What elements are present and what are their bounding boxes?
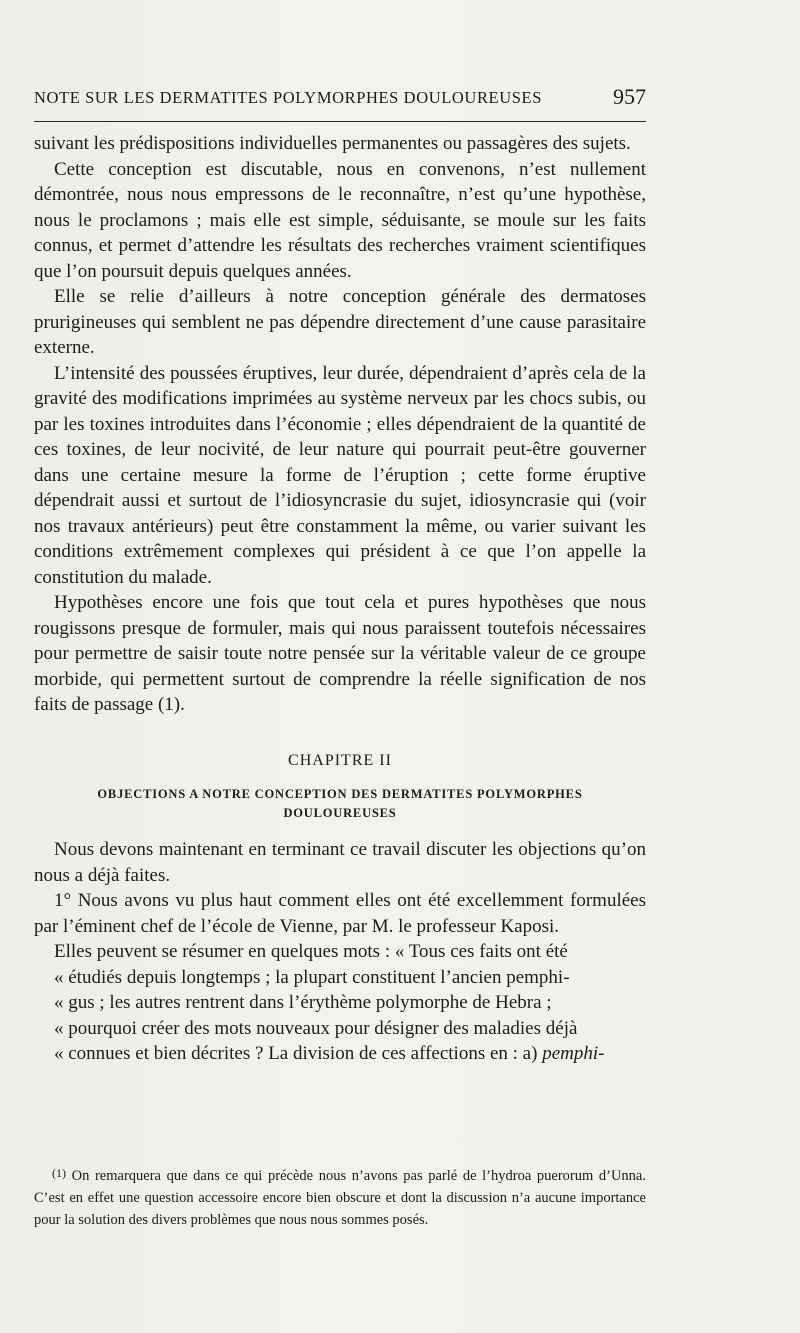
quote-line-2: « gus ; les autres rentrent dans l’érythème polymorphe de Hebra ; — [54, 992, 552, 1013]
quote-emphasis: pemphi- — [542, 1043, 605, 1064]
paragraph-7: 1° Nous avons vu plus haut comment elles ont été excellemment formulées par l’éminent chef de l’école de Vienne, par M. le professeur Kaposi. — [34, 890, 646, 937]
running-title: NOTE SUR LES DERMATITES POLYMORPHES DOULOUREUSES — [34, 88, 542, 107]
paragraph-5: Hypothèses encore une fois que tout cela et pures hypothèses que nous rougissons presque de formuler, mais qui nous paraissent toutefois nécessaires pour permettre de saisir toute notre pensée sur la véritable valeur de ce groupe morbide, qui permettent surtout de comprendre la réelle signification de nos faits de passage (1). — [34, 592, 646, 715]
quote-paragraph — [34, 939, 646, 1067]
quote-line-3: « pourquoi créer des mots nouveaux pour désigner des maladies déjà — [54, 1017, 578, 1039]
chapter-title: CHAPITRE II — [288, 751, 392, 769]
paragraph-3: Elle se relie d’ailleurs à notre conception générale des dermatoses prurigineuses qui semblent ne pas dépendre directement d’une cause parasitaire externe. — [34, 286, 646, 358]
page-number: 957 — [613, 84, 646, 109]
quote-line-1: « étudiés depuis longtemps ; la plupart constituent l’ancien pemphi- — [54, 966, 570, 988]
paragraph-2: Cette conception est discutable, nous en convenons, n’est nullement démontrée, nous nous empressons de le reconnaître, n’est qu’une hypothèse, nous le proclamons ; mais elle est simple, séduisante, se moule sur les faits connus, et permet d’attendre les résultats des recherches vraiment scientifiques que l’on poursuit depuis quelques années. — [34, 158, 646, 282]
chapter-subtitle: OBJECTIONS A NOTRE CONCEPTION DES DERMATITES POLYMORPHES DOULOUREUSES — [97, 787, 583, 820]
footnote-mark: (1) — [52, 1166, 66, 1180]
running-header — [34, 84, 646, 114]
paragraph-1: suivant les prédispositions individuelles permanentes ou passagères des sujets. — [34, 133, 631, 154]
footnote-text: On remarquera que dans ce qui précède nous n’avons pas parlé de l’hydroa puerorum d’Unna. C’est en effet une question accessoire encore bien obscure et dont la discussion n’a aucune importance pour la solution des divers problèmes que nous nous sommes posés. — [34, 1168, 646, 1228]
footnotes — [34, 1162, 646, 1231]
header-rule — [34, 121, 646, 122]
quote-line-4-text: « connues et bien décrites ? La division de ces affections en : a) — [54, 1043, 538, 1064]
footnote-1 — [34, 1162, 646, 1231]
quote-intro: Elles peuvent se résumer en quelques mots : « Tous ces faits ont été — [54, 941, 568, 962]
paragraph-6: Nous devons maintenant en terminant ce travail discuter les objections qu’on nous a déjà faites. — [34, 839, 646, 886]
paragraph-4: L’intensité des poussées éruptives, leur durée, dépendraient d’après cela de la gravité des modifications imprimées au système nerveux par les chocs subis, ou par les toxines introduites dans l’économie ; elles dépendraient de la quantité de ces toxines, de leur nocivité, de leur nature qui pourrait peut-être gouverner dans une certaine mesure la forme de l’éruption ; cette forme éruptive dépendrait aussi et surtout de l’idiosyncrasie du sujet, idiosyncrasie qui (voir nos travaux antérieurs) peut être constamment la même, ou varier suivant les conditions extrêmement complexes qui président à ce que l’on appelle la constitution du malade. — [34, 362, 646, 588]
main-text — [34, 131, 646, 1067]
quote-line-4 — [34, 1041, 646, 1067]
